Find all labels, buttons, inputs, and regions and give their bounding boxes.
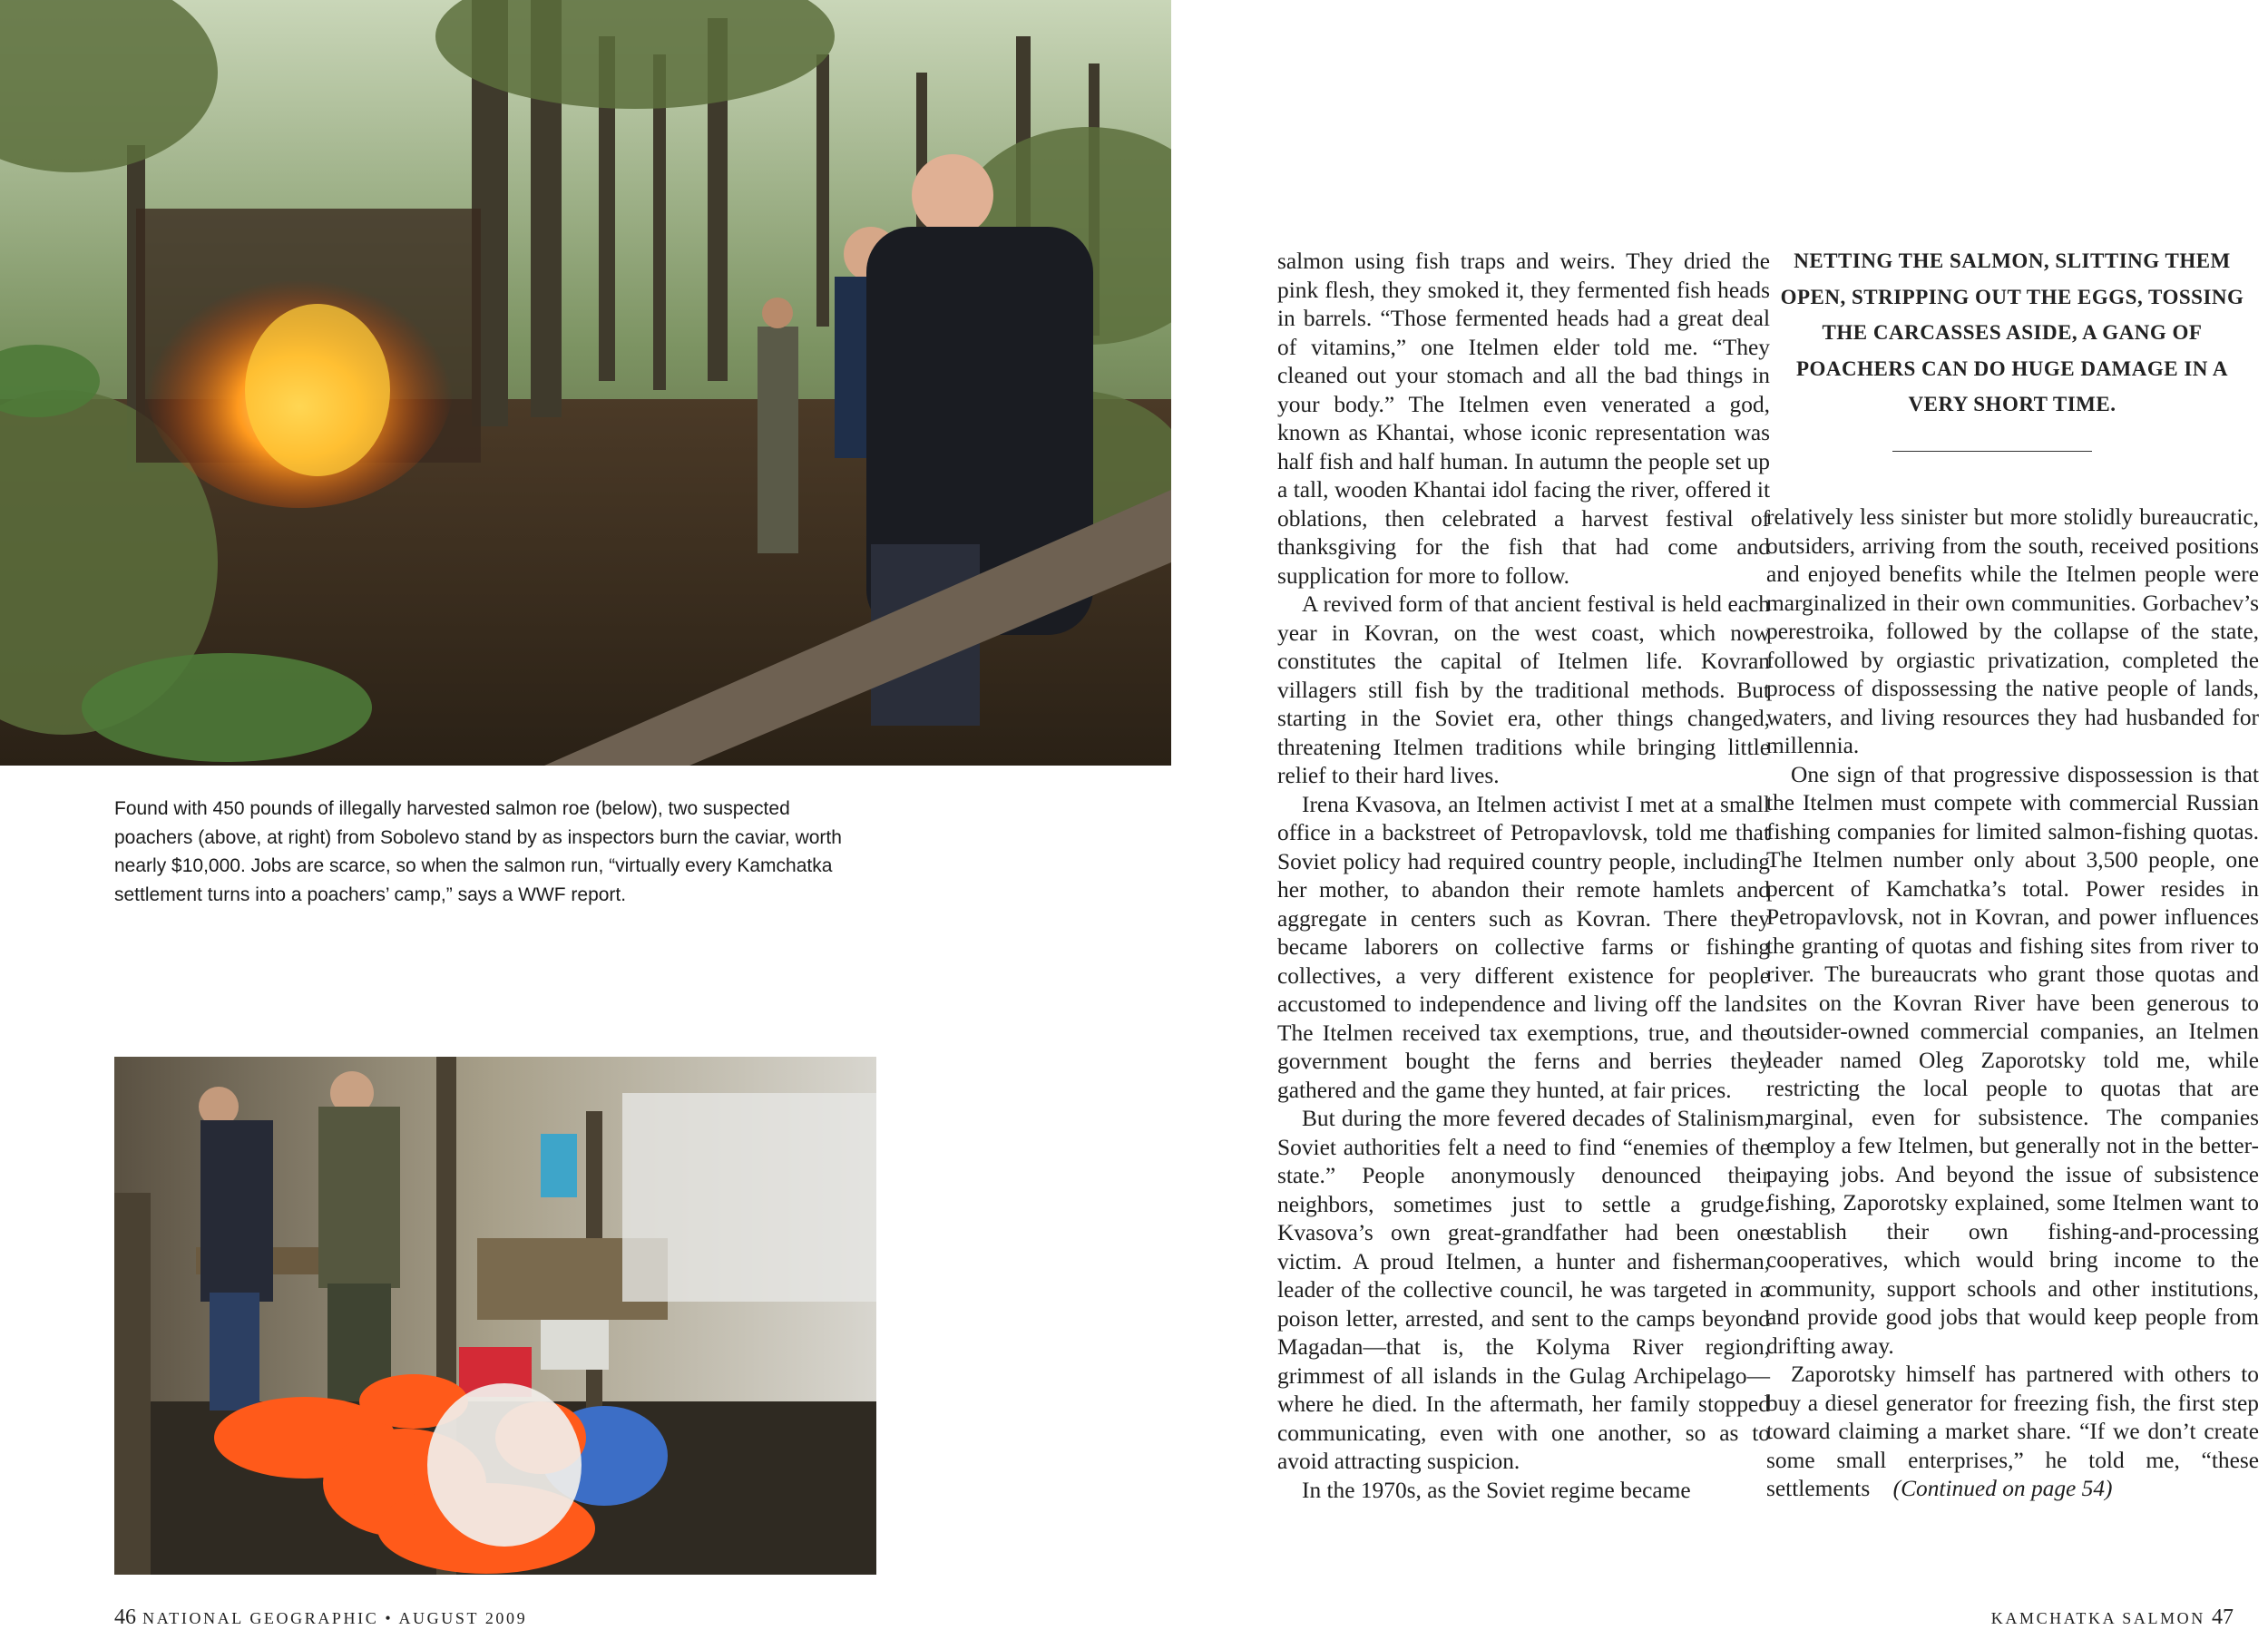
pull-quote: NETTING THE SALMON, SLITTING THEM OPEN, STRIPPING OUT THE EGGS, TOSSING THE CARCASSES ASIDE, A GANG OF POACHERS CAN DO HUGE DAMAGE IN A VERY SHORT TIME.: [1780, 249, 2244, 415]
photo-poachers-burning-camp: [0, 0, 1171, 766]
page-number-right: 47: [2212, 1606, 2234, 1629]
article-paragraph-last: [1766, 1361, 2259, 1504]
photo-salmon-roe: [114, 1057, 876, 1575]
article-column-2: [1766, 503, 2259, 1504]
article-paragraph: In the 1970s, as the Soviet regime became: [1302, 1477, 1691, 1503]
article-paragraph: relatively less sinister but more stolidly bureaucratic, outsiders, arriving from the south, received positions and enjoyed benefits while the Itelmen people were marginalized in their own communities. Gorbachev’s perestroika, followed by the collapse of the state, followed by orgiastic privatization, completed the process of dispossessing the native people of lands, waters, and living resources they had husbanded for millennia.: [1766, 504, 2259, 758]
article-paragraph: salmon using fish traps and weirs. They dried the pink flesh, they smoked it, they fermented fish heads in barrels. “Those fermented heads had a great deal of vitamins,” one Itelmen elder told me. “They cleaned out your stomach and all the bad things in your body.” The Itelmen even venerated a god, known as Khantai, whose iconic representation was half fish and half human. In autumn the people set up a tall, wooden Khantai idol facing the river, offered it oblations, then celebrated a harvest festival of thanksgiving for the fish that had come and supplication for more to follow.: [1277, 249, 1770, 589]
folio-right-text: KAMCHATKA SALMON: [1990, 1609, 2205, 1627]
photo-caption: Found with 450 pounds of illegally harvested salmon roe (below), two suspected poachers (above, at right) from Sobolevo stand by as inspectors burn the caviar, worth nearly $10,000. Jobs are scarce, so when the salmon run, “virtually every Kamchatka settlement turns into a poachers’ camp,” says a WWF report.: [114, 798, 842, 905]
article-last-text: Zaporotsky himself has partnered with others to buy a diesel generator for freezing fish, the first step toward claiming a market share. “If we don’t create some small enterprises,” he told me, “these settlements: [1766, 1362, 2259, 1501]
folio-left-text: NATIONAL GEOGRAPHIC • AUGUST 2009: [142, 1609, 528, 1627]
page-number-left: 46: [114, 1606, 136, 1629]
article-paragraph: One sign of that progressive dispossession is that the Itelmen must compete with commercial Russian fishing companies for limited salmon-fishing quotas. The Itelmen number only about 3,500 people, one percent of Kamchatka’s total. Power resides in Petropavlovsk, not in Kovran, and power influences the granting of quotas and fishing sites from river to river. The bureaucrats who grant those quotas and sites on the Kovran River have been generous to outsider-owned commercial companies, an Itelmen leader named Oleg Zaporotsky told me, while restricting the local people to quotas that are marginal, even for subsistence. The companies employ a few Itelmen, but generally not in the better-paying jobs. And beyond the issue of subsistence fishing, Zaporotsky explained, some Itelmen want to establish their own fishing-and-processing cooperatives, which would bring income to the community, support schools and other institutions, and provide good jobs that would keep people from drifting away.: [1766, 761, 2259, 1359]
folio-left: [114, 1606, 527, 1630]
pull-quote-rule: [1892, 451, 2092, 452]
article-paragraph: Irena Kvasova, an Itelmen activist I met at a small office in a backstreet of Petropavlovsk, told me that Soviet policy had required country people, including her mother, to abandon their remote hamlets and aggregate in centers such as Kovran. There they became laborers on collective farms or fishing collectives, a very different existence for people accustomed to independence and living off the land. The Itelmen received tax exemptions, true, and the government bought the ferns and berries they gathered and the game they hunted, at fair prices.: [1277, 791, 1770, 1103]
article-paragraph: But during the more fevered decades of Stalinism, Soviet authorities felt a need to find “enemies of the state.” People anonymously denounced their neighbors, sometimes just to settle a grudge. Kvasova’s own great-grandfather had been one victim. A proud Itelmen, a hunter and fisherman, leader of the collective council, he was targeted in a poison letter, arrested, and sent to the camps beyond Magadan—that is, the Kolyma River region, grimmest of all islands in the Gulag Archipelago—where he died. In the aftermath, her family stopped communicating, even with one another, so as to avoid attracting suspicion.: [1277, 1106, 1770, 1474]
continued-link[interactable]: (Continued on page 54): [1892, 1476, 2113, 1501]
article-paragraph: A revived form of that ancient festival is held each year in Kovran, on the west coast, which now constitutes the capital of Itelmen life. Kovran villagers still fish by the traditional methods. But starting in the Soviet era, other things changed, threatening Itelmen traditions while bringing little relief to their hard lives.: [1277, 591, 1770, 788]
article-column-1: [1277, 248, 1770, 1505]
folio-right: [1991, 1606, 2234, 1630]
